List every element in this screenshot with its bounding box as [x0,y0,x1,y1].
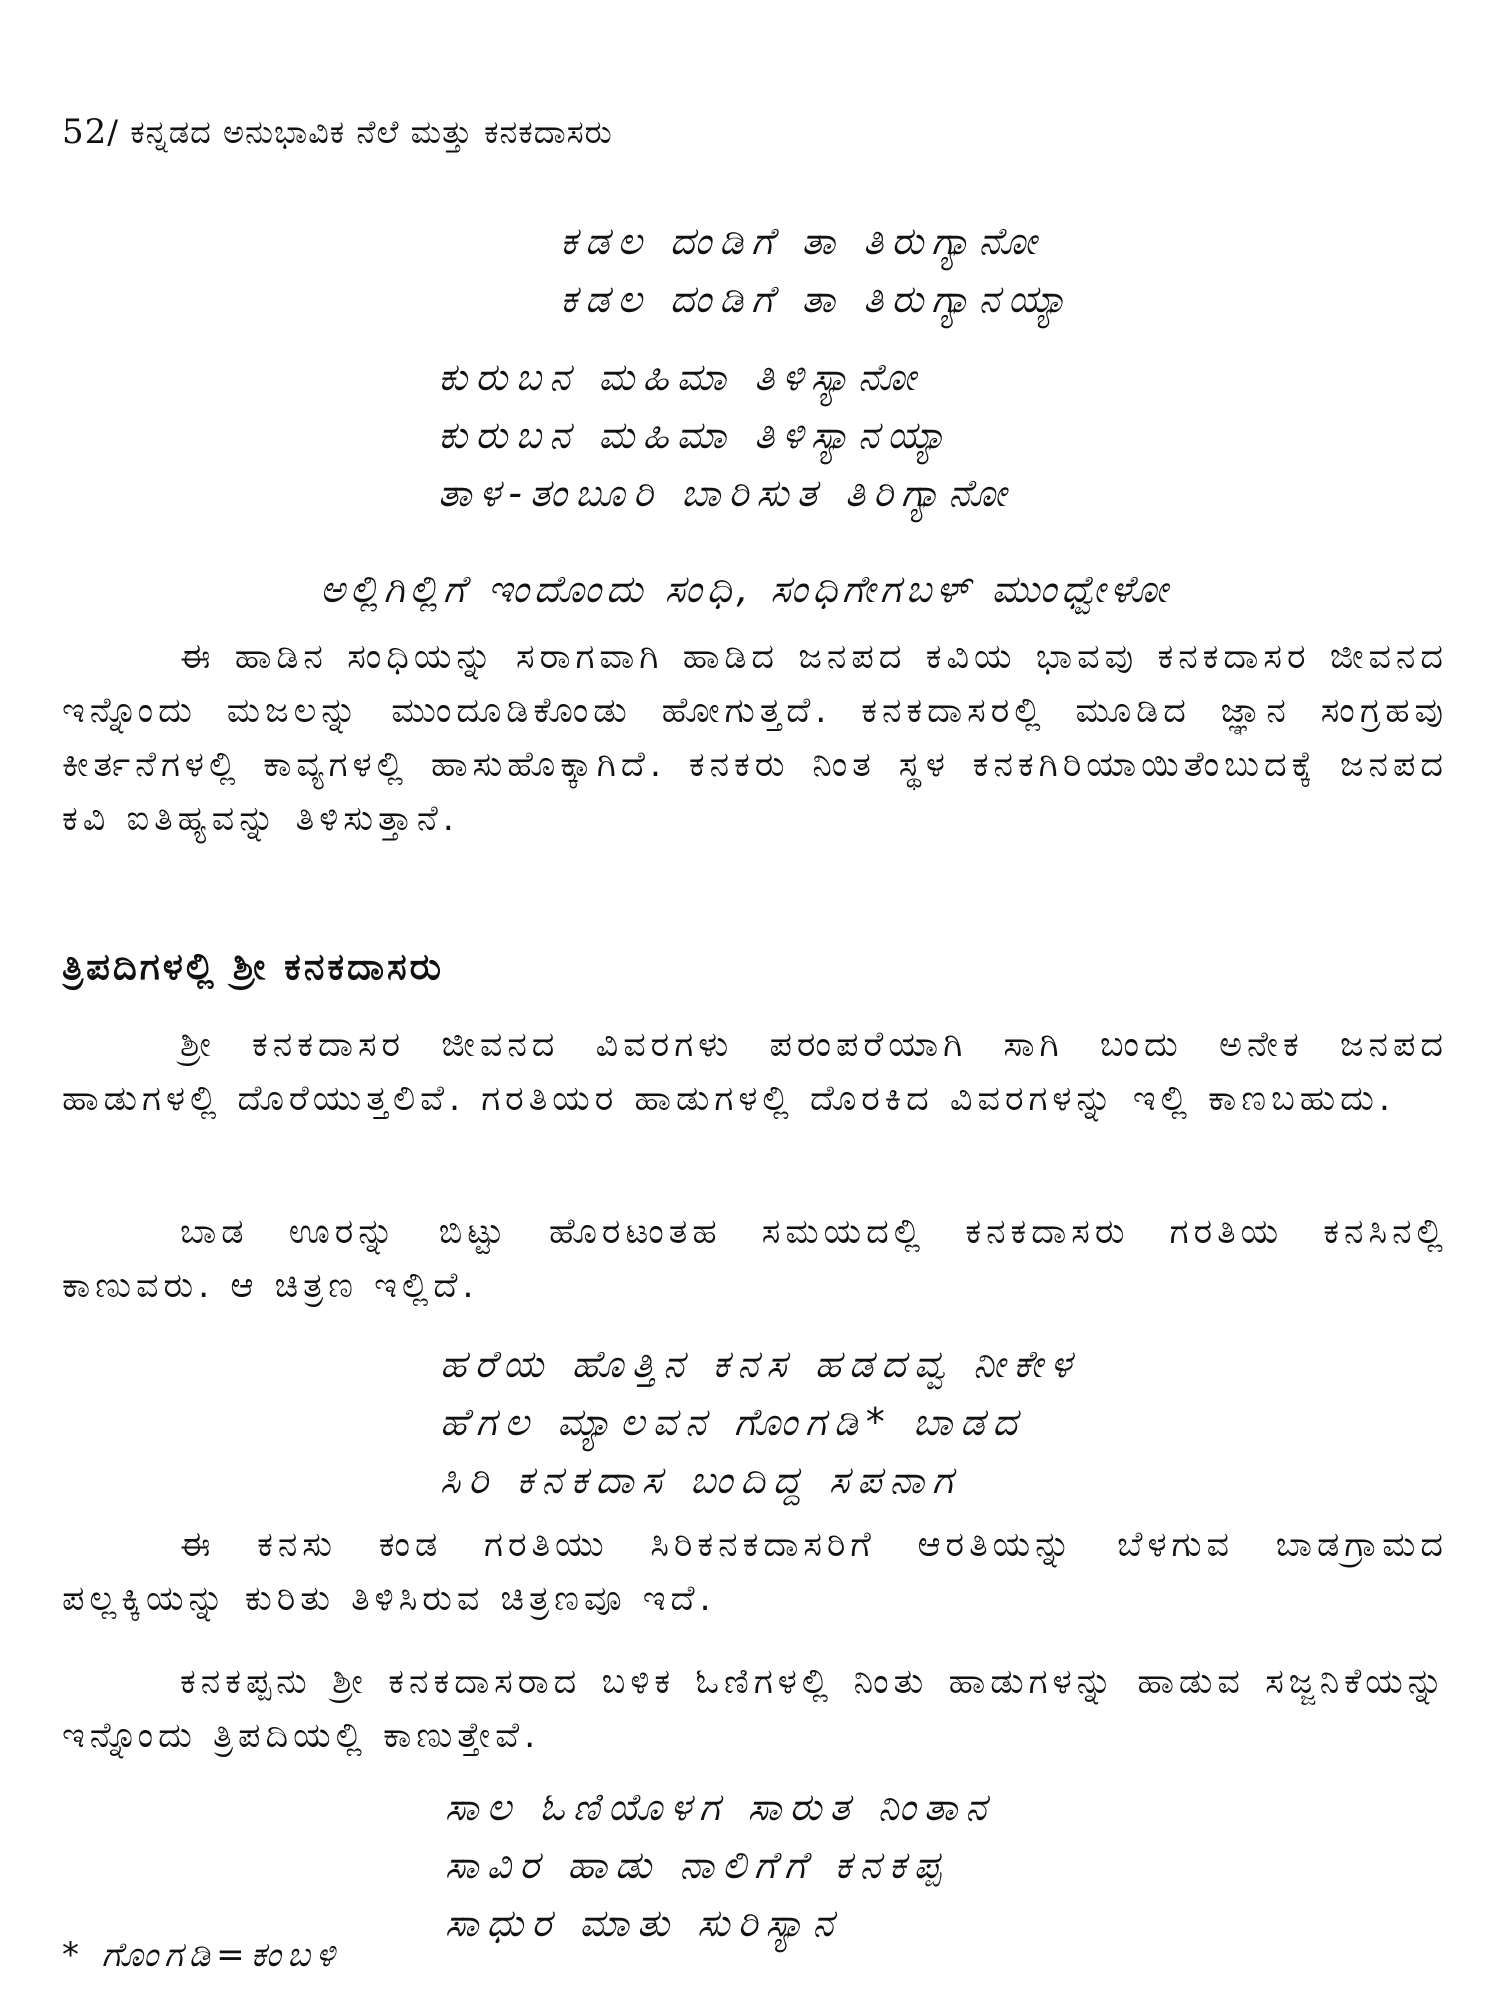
paragraph-1 [62,630,1448,846]
verse-line: ಕುರುಬನ ಮಹಿಮಾ ತಿಳಿಸ್ಯಾನೋ [438,355,924,399]
footnote: * ಗೊಂಗಡಿ=ಕಂಬಳಿ [62,1935,341,1975]
paragraph-text: ಬಾಡ ಊರನ್ನು ಬಿಟ್ಟು ಹೊರಟಂತಹ ಸಮಯದಲ್ಲಿ ಕನಕದಾಸರು ಗರತಿಯ ಕನಸಿನಲ್ಲಿ ಕಾಣುವರು. ಆ ಚಿತ್ರಣ ಇಲ್ಲಿದೆ. [62,1212,1448,1306]
paragraph-5 [62,1655,1448,1763]
section-heading: ತ್ರಿಪದಿಗಳಲ್ಲಿ ಶ್ರೀ ಕನಕದಾಸರು [62,945,445,988]
verse-line: ತಾಳ-ತಂಬೂರಿ ಬಾರಿಸುತ ತಿರಿಗ್ಯಾನೋ [438,471,1015,515]
running-header [62,112,613,152]
verse-3 [320,560,1173,618]
verse-line: ಸಾಲ ಓಣಿಯೊಳಗ ಸಾರುತ ನಿಂತಾನ [445,1785,995,1829]
verse-5 [445,1778,994,1952]
paragraph-text: ಶ್ರೀ ಕನಕದಾಸರ ಜೀವನದ ವಿವರಗಳು ಪರಂಪರೆಯಾಗಿ ಸಾಗಿ ಬಂದು ಅನೇಕ ಜನಪದ ಹಾಡುಗಳಲ್ಲಿ ದೊರೆಯುತ್ತಲಿವೆ. ಗರತಿಯರ ಹಾಡುಗಳಲ್ಲಿ ದೊರಕಿದ ವಿವರಗಳನ್ನು ಇಲ್ಲಿ ಕಾಣಬಹುದು. [62,1025,1448,1119]
paragraph-text: ಈ ಕನಸು ಕಂಡ ಗರತಿಯು ಸಿರಿಕನಕದಾಸರಿಗೆ ಆರತಿಯನ್ನು ಬೆಳಗುವ ಬಾಡಗ್ರಾಮದ ಪಲ್ಲಕ್ಕಿಯನ್ನು ಕುರಿತು ತಿಳಿಸಿರುವ ಚಿತ್ರಣವೂ ಇದೆ. [62,1525,1448,1619]
verse-2 [438,348,1014,522]
verse-line: ಕಡಲ ದಂಡಿಗೆ ತಾ ತಿರುಗ್ಯಾನಯ್ಯಾ [560,277,1076,321]
paragraph-text: ಈ ಹಾಡಿನ ಸಂಧಿಯನ್ನು ಸರಾಗವಾಗಿ ಹಾಡಿದ ಜನಪದ ಕವಿಯ ಭಾವವು ಕನಕದಾಸರ ಜೀವನದ ಇನ್ನೊಂದು ಮಜಲನ್ನು ಮುಂದೂಡಿಕೊಂಡು ಹೋಗುತ್ತದೆ. ಕನಕದಾಸರಲ್ಲಿ ಮೂಡಿದ ಜ್ಞಾನ ಸಂಗ್ರಹವು ಕೀರ್ತನೆಗಳಲ್ಲಿ ಕಾವ್ಯಗಳಲ್ಲಿ ಹಾಸುಹೊಕ್ಕಾಗಿದೆ. ಕನಕರು ನಿಂತ ಸ್ಥಳ ಕನಕಗಿರಿಯಾಯಿತೆಂಬುದಕ್ಕೆ ಜನಪದ ಕವಿ ಐತಿಹ್ಯವನ್ನು ತಿಳಿಸುತ್ತಾನೆ. [62,637,1448,839]
verse-line: ಕುರುಬನ ಮಹಿಮಾ ತಿಳಿಸ್ಯಾನಯ್ಯಾ [438,413,955,457]
paragraph-4 [62,1518,1448,1626]
verse-line: ಸಾಧುರ ಮಾತು ಸುರಿಸ್ಯಾನ [445,1901,842,1945]
verse-line: ಕಡಲ ದಂಡಿಗೆ ತಾ ತಿರುಗ್ಯಾನೋ [560,219,1045,263]
verse-line: ಸಾವಿರ ಹಾಡು ನಾಲಿಗೆಗೆ ಕನಕಪ್ಪ [445,1843,949,1887]
verse-1 [560,212,1075,328]
verse-line: ಸಿರಿ ಕನಕದಾಸ ಬಂದಿದ್ದ ಸಪನಾಗ [440,1458,961,1502]
verse-line: ಹರೆಯ ಹೊತ್ತಿನ ಕನಸ ಹಡದವ್ವ ನೀಕೇಳ [440,1342,1080,1386]
running-title: / ಕನ್ನಡದ ಅನುಭಾವಿಕ ನೆಲೆ ಮತ್ತು ಕನಕದಾಸರು [107,113,613,151]
page-number: 52 [62,112,108,152]
paragraph-text: ಕನಕಪ್ಪನು ಶ್ರೀ ಕನಕದಾಸರಾದ ಬಳಿಕ ಓಣಿಗಳಲ್ಲಿ ನಿಂತು ಹಾಡುಗಳನ್ನು ಹಾಡುವ ಸಜ್ಜನಿಕೆಯನ್ನು ಇನ್ನೊಂದು ತ್ರಿಪದಿಯಲ್ಲಿ ಕಾಣುತ್ತೇವೆ. [62,1662,1448,1756]
paragraph-2 [62,1018,1448,1126]
paragraph-3 [62,1205,1448,1313]
verse-4 [440,1335,1079,1509]
verse-line: ಅಲ್ಲಿಗಿಲ್ಲಿಗೆ ಇಂದೊಂದು ಸಂಧಿ, ಸಂಧಿಗೇಗಬಳ್ ಮುಂಧ್ವೇಳೋ [320,567,1173,611]
verse-line: ಹೆಗಲ ಮ್ಯಾಲವನ ಗೊಂಗಡಿ* ಬಾಡದ [440,1400,1025,1444]
